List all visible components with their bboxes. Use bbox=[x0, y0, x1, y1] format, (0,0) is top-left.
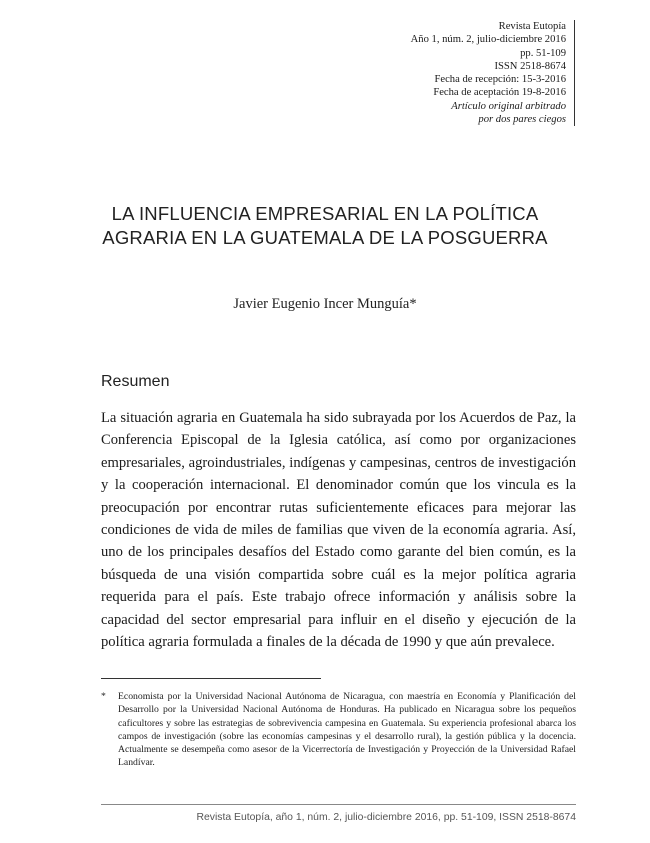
journal-name: Revista Eutopía bbox=[498, 21, 566, 32]
title-line-1: LA INFLUENCIA EMPRESARIAL EN LA POLÍTICA bbox=[111, 203, 539, 224]
article-type-line2: por dos pares ciegos bbox=[478, 114, 566, 126]
footnote-mark: * bbox=[101, 691, 106, 702]
abstract-text: La situación agraria en Guatemala ha sido subrayada por los Acuerdos de Paz, la Conferencia Episcopal de la Iglesia católica, así como por organizaciones empresariales, agroindustriales, indígenas y campesinas, centros de investigación y la cooperación internacional. El denominador común que los vincula es la preocupación por encontrar rutas suficientemente eficaces para mejorar las condiciones de vida de miles de familias que viven de la economía agraria. Así, uno de los principales desafíos del Estado como garante del bien común, es la búsqueda de una visión compartida sobre cuál es la mejor política agraria requerida para el país. Este trabajo ofrece información y análisis sobre la capacidad del sector empresarial para influir en el diseño y ejecución de la política agraria formulada a finales de la década de 1990 y que aún prevalece. bbox=[101, 410, 576, 651]
abstract-heading: Resumen bbox=[101, 373, 170, 390]
page-range: pp. 51-109 bbox=[520, 47, 566, 59]
footnote-text: Economista por la Universidad Nacional Autónoma de Nicaragua, con maestría en Economía y Planificación del Desarrollo por la Universidad Nacional Autónoma de Honduras. Ha publicado en Nicaragua sobre los pequeños caficultores y sobre las estrategias de sobrevivencia campesina en Guatemala. Su experiencia profesional abarca los campos de investigación (sobre las economías campesinas y el desarrollo rural), la gestión pública y la docencia. Actualmente se desempeña como asesor de la Vicerrectoría de Investigación y Proyección de la Universidad Rafael Landívar. bbox=[118, 691, 576, 769]
author-footnote bbox=[101, 690, 576, 770]
footnote-divider bbox=[101, 678, 321, 679]
footer-divider bbox=[101, 804, 576, 805]
accepted-date: Fecha de aceptación 19-8-2016 bbox=[433, 87, 566, 99]
article-metadata bbox=[411, 20, 575, 126]
title-line-2: AGRARIA EN LA GUATEMALA DE LA POSGUERRA bbox=[102, 227, 548, 248]
issn: ISSN 2518-8674 bbox=[494, 60, 566, 72]
page-footer: Revista Eutopía, año 1, núm. 2, julio-diciembre 2016, pp. 51-109, ISSN 2518-8674 bbox=[196, 812, 576, 823]
issue-info: Año 1, núm. 2, julio-diciembre 2016 bbox=[410, 34, 566, 46]
article-type-line1: Artículo original arbitrado bbox=[451, 100, 566, 112]
paper-title bbox=[60, 202, 590, 250]
author-name: Javier Eugenio Incer Munguía* bbox=[233, 296, 417, 312]
received-date: Fecha de recepción: 15-3-2016 bbox=[434, 74, 566, 86]
